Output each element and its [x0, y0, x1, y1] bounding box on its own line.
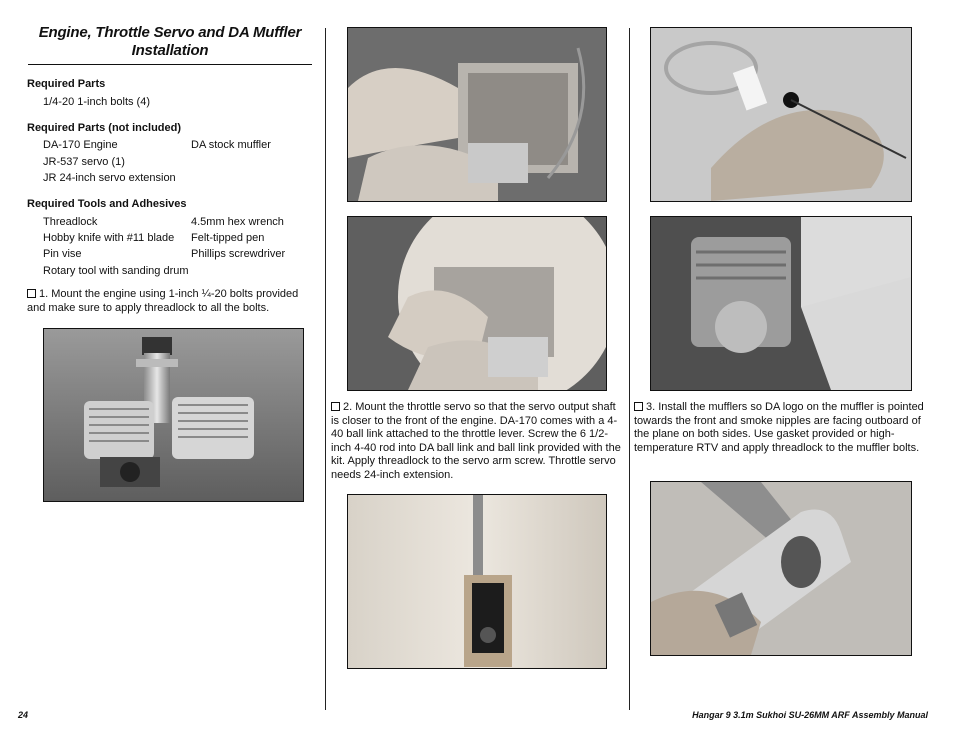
tool-item: Felt-tipped pen: [191, 232, 265, 244]
step-3-checkbox[interactable]: [634, 402, 643, 411]
step-2: [331, 401, 623, 482]
throttle-linkage-photo: [347, 27, 607, 202]
not-included-item: JR 24-inch servo extension: [43, 172, 176, 184]
not-included-item: DA stock muffler: [191, 139, 271, 151]
page-title: Engine, Throttle Servo and DA Muffler Installation: [28, 24, 312, 65]
column-divider: [325, 28, 326, 710]
not-included-heading: Required Parts (not included): [27, 122, 182, 134]
not-included-item: JR-537 servo (1): [43, 156, 125, 168]
step-1-text: 1. Mount the engine using 1-inch ¼-20 bolts provided and make sure to apply threadlock to all the bolts.: [27, 288, 299, 314]
tool-item: Pin vise: [43, 248, 82, 260]
page-number: 24: [18, 710, 29, 720]
muffler-mount-photo: [650, 216, 912, 391]
step-1: [27, 288, 312, 315]
tool-item: Threadlock: [43, 216, 98, 228]
tool-item: Rotary tool with sanding drum: [43, 265, 189, 277]
step-2-text: 2. Mount the throttle servo so that the servo output shaft is closer to the front of the engine. DA-170 comes with a 4-40 ball link attached to the throttle lever. Screw the 6 1/2-inch 4-40 rod into DA ball link and ball link provided with the kit. Apply threadlock to the servo arm screw. Throttle servo needs 24-inch extension.: [331, 401, 621, 481]
step-3: [634, 401, 926, 455]
column-divider: [629, 28, 630, 710]
step-3-text: 3. Install the mufflers so DA logo on the muffler is pointed towards the front and smoke nipples are facing outboard of the plane on both sides. Use gasket provided or high-temperature RTV and apply threadlock to the muffler bolts.: [634, 401, 924, 454]
manual-title: Hangar 9 3.1m Sukhoi SU-26MM ARF Assembly Manual: [692, 710, 928, 720]
tool-item: 4.5mm hex wrench: [191, 216, 284, 228]
tool-item: Phillips screwdriver: [191, 248, 286, 260]
tools-heading: Required Tools and Adhesives: [27, 198, 187, 210]
muffler-threadlock-photo: [650, 481, 912, 656]
servo-mounted-photo: [347, 494, 607, 669]
step-2-checkbox[interactable]: [331, 402, 340, 411]
ball-link-photo: [650, 27, 912, 202]
required-parts-heading: Required Parts: [27, 78, 106, 90]
servo-rod-photo: [347, 216, 607, 391]
not-included-item: DA-170 Engine: [43, 139, 118, 151]
step-1-checkbox[interactable]: [27, 289, 36, 298]
engine-photo: [43, 328, 304, 502]
required-part-item: 1/4-20 1-inch bolts (4): [43, 96, 150, 108]
tool-item: Hobby knife with #11 blade: [43, 232, 175, 244]
